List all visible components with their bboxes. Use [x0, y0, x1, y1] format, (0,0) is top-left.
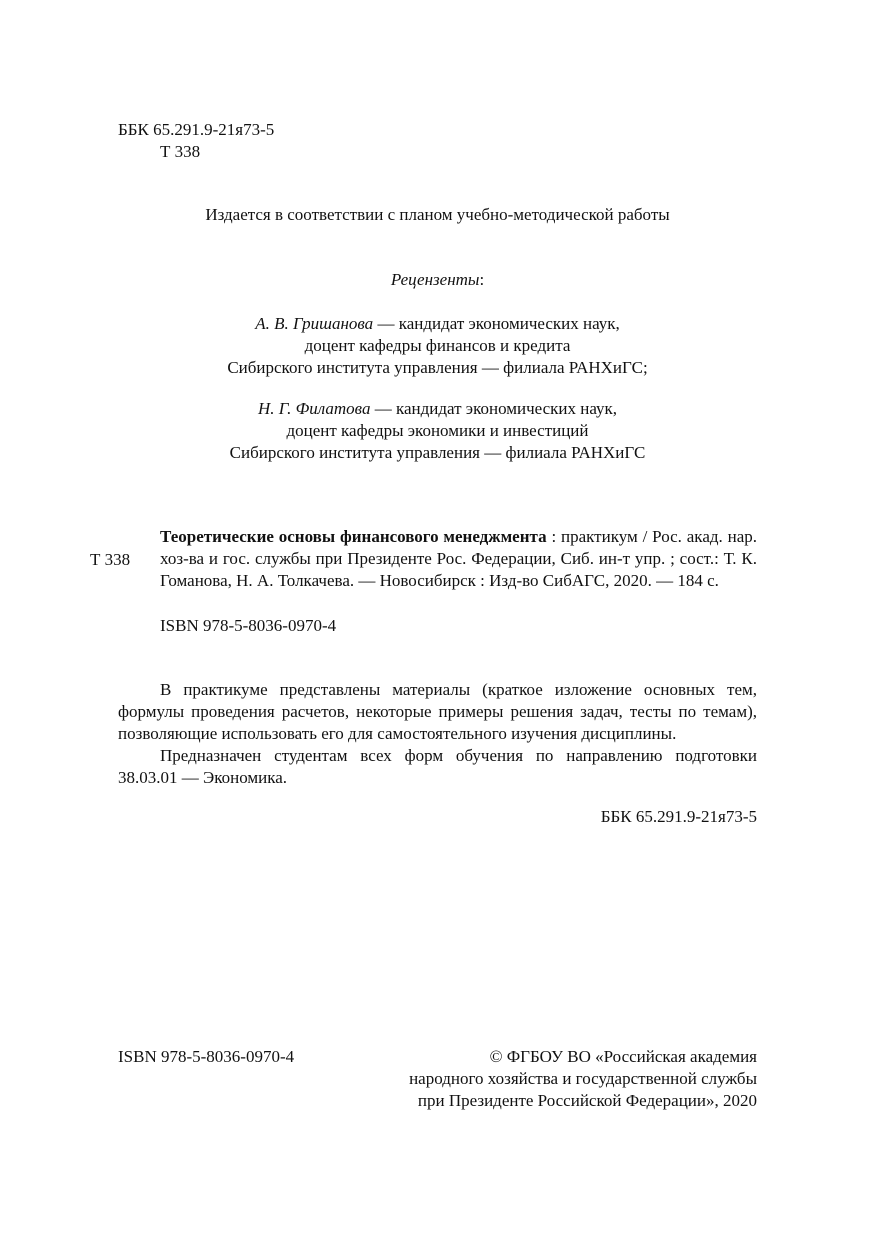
- reviewers-title: Рецензенты: [390, 270, 480, 289]
- publish-note: Издается в соответствии с планом учебно-методической работы: [205, 205, 670, 224]
- reviewer-2-name: Н. Г. Филатова: [257, 399, 371, 418]
- reviewer-2: [0, 398, 875, 464]
- catalog-author-code: Т 338: [90, 550, 131, 569]
- author-code-top: Т 338: [160, 142, 201, 161]
- reviewers-heading: [0, 269, 875, 291]
- annotation-paragraph-2: Предназначен студентам всех форм обучения по направлению подготовки 38.03.01 — Экономика.: [118, 746, 757, 787]
- catalog-entry: [160, 526, 757, 592]
- reviewer-2-institution: Сибирского института управления — филиала РАНХиГС: [229, 443, 646, 462]
- reviewers-colon: :: [479, 270, 485, 289]
- catalog-description: : практикум / Рос. акад. нар. хоз-ва и гос. службы при Президенте Рос. Федерации, Сиб. ин-т упр. ; сост.: Т. К. Гоманова, Н. А. Толкачева. — Новосибирск : Изд-во СибАГС, 2020. — 184 с.: [160, 527, 757, 590]
- reviewer-2-position: доцент кафедры экономики и инвестиций: [286, 421, 589, 440]
- reviewer-1-name: А. В. Гришанова: [255, 314, 374, 333]
- reviewer-2-degree: — кандидат экономических наук,: [370, 399, 618, 418]
- copyright-line-1: © ФГБОУ ВО «Российская академия: [489, 1047, 757, 1066]
- reviewer-2-line-1: [0, 398, 875, 420]
- reviewer-1: [0, 313, 875, 379]
- bbk-code-bottom: ББК 65.291.9-21я73-5: [600, 807, 757, 826]
- copyright-notice: [300, 1046, 757, 1112]
- reviewer-1-position: доцент кафедры финансов и кредита: [304, 336, 571, 355]
- reviewer-1-institution: Сибирского института управления — филиала РАНХиГС;: [227, 358, 648, 377]
- catalog-title: Теоретические основы финансового менеджмента: [160, 527, 547, 546]
- catalog-isbn: ISBN 978-5-8036-0970-4: [160, 616, 337, 635]
- copyright-line-2: народного хозяйства и государственной службы: [409, 1069, 757, 1088]
- copyright-line-3: при Президенте Российской Федерации», 2020: [417, 1091, 757, 1110]
- reviewer-1-degree: — кандидат экономических наук,: [373, 314, 620, 333]
- footer-isbn: ISBN 978-5-8036-0970-4: [118, 1047, 295, 1066]
- bbk-code-top: ББК 65.291.9-21я73-5: [118, 120, 275, 139]
- reviewer-1-line-1: [0, 313, 875, 335]
- annotation: [118, 679, 757, 789]
- annotation-paragraph-1: В практикуме представлены материалы (краткое изложение основных тем, формулы проведения расчетов, некоторые примеры решения задач, тесты по темам), позволяющие использовать его для самостоятельного изучения дисциплины.: [118, 680, 757, 743]
